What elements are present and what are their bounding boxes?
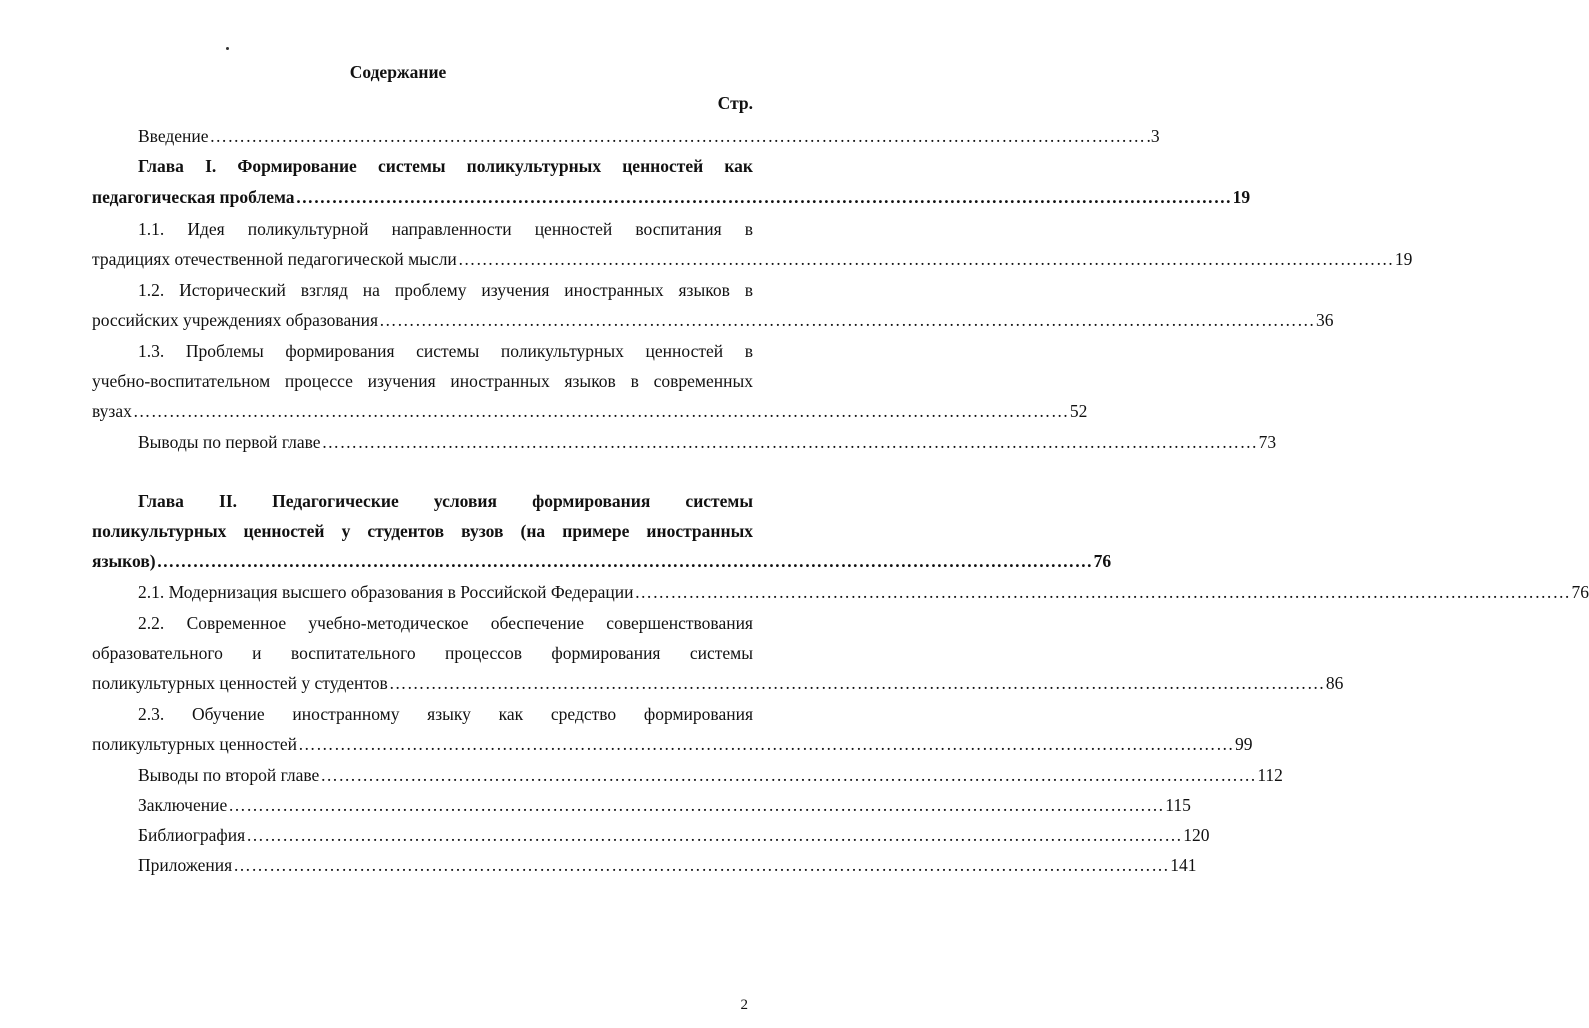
page-number: 2 (740, 997, 748, 1013)
toc-chapter-1[interactable]: педагогическая проблема ………………………………………………………………………………………………………………………………………… 19 (92, 187, 1251, 207)
toc-chapter-2[interactable]: языков) ………………………………………………………………………………………………………………………………………… 76 (92, 551, 1112, 571)
toc-section-1-1[interactable]: традициях отечественной педагогической мысли ………………………………………………………………………………………………………………………………………… 19 (92, 249, 1413, 269)
toc-section-1-3-line2[interactable]: учебно-воспитательном процессе изучения иностранных языков в современных (92, 371, 753, 391)
toc-section-1-2-line1[interactable]: 1.2. Исторический взгляд на проблему изучения иностранных языков в (138, 280, 753, 300)
toc-chapter-2-conclusions[interactable]: Выводы по второй главе ………………………………………………………………………………………………………………………………………… 112 (138, 765, 1283, 785)
toc-section-2-2[interactable]: поликультурных ценностей у студентов ………………………………………………………………………………………………………………………………………… 86 (92, 673, 1344, 693)
toc-section-2-3-line1[interactable]: 2.3. Обучение иностранному языку как средство формирования (138, 704, 753, 724)
toc-section-1-3-line1[interactable]: 1.3. Проблемы формирования системы поликультурных ценностей в (138, 341, 753, 361)
page-column-header: Стр. (717, 93, 753, 113)
toc-section-2-3[interactable]: поликультурных ценностей ………………………………………………………………………………………………………………………………………… 99 (92, 734, 1253, 754)
toc-section-2-2-line2[interactable]: образовательного и воспитательного процессов формирования системы (92, 643, 753, 663)
toc-section-1-3[interactable]: вузах ………………………………………………………………………………………………………………………………………… 52 (92, 401, 1088, 421)
toc-chapter-1-line1[interactable]: Глава I. Формирование системы поликультурных ценностей как (138, 156, 753, 176)
toc-entry-intro[interactable]: Введение ………………………………………………………………………………………………………………………………………… .3 (138, 126, 1160, 146)
toc-appendices[interactable]: Приложения ………………………………………………………………………………………………………………………………………… 141 (138, 855, 1197, 875)
toc-bibliography[interactable]: Библиография ………………………………………………………………………………………………………………………………………… 120 (138, 825, 1210, 845)
toc-chapter-2-line1[interactable]: Глава II. Педагогические условия формирования системы (138, 491, 753, 511)
toc-conclusion[interactable]: Заключение ………………………………………………………………………………………………………………………………………… 115 (138, 795, 1191, 815)
toc-section-1-1-line1[interactable]: 1.1. Идея поликультурной направленности ценностей воспитания в (138, 219, 753, 239)
page-title: Содержание (349, 62, 447, 82)
toc-section-2-1[interactable]: 2.1. Модернизация высшего образования в Российской Федерации ………………………………………………………………………………………………………………………………………… 76 (138, 582, 1589, 602)
toc-section-2-2-line1[interactable]: 2.2. Современное учебно-методическое обеспечение совершенствования (138, 613, 753, 633)
toc-chapter-1-conclusions[interactable]: Выводы по первой главе ………………………………………………………………………………………………………………………………………… 73 (138, 432, 1277, 452)
toc-chapter-2-line2[interactable]: поликультурных ценностей у студентов вузов (на примере иностранных (92, 521, 753, 541)
scan-speck (226, 47, 229, 50)
toc-section-1-2[interactable]: российских учреждениях образования ………………………………………………………………………………………………………………………………………… 36 (92, 310, 1334, 330)
